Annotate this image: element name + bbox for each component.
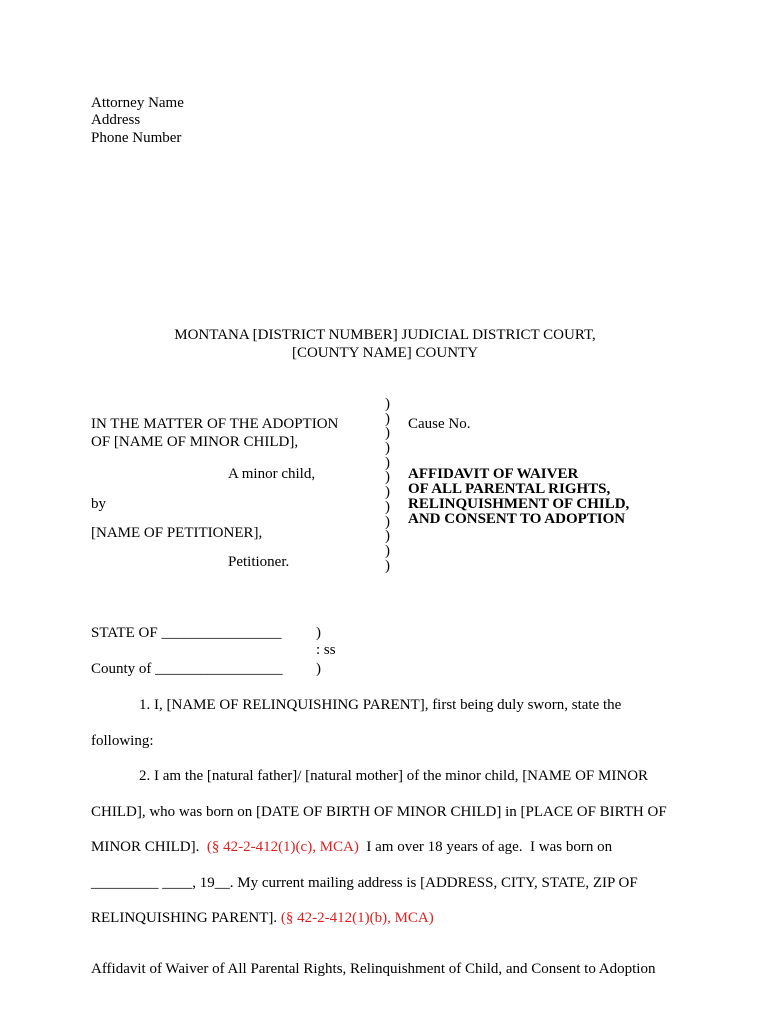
statute-citation: (§ 42-2-412(1)(c), MCA) [206, 839, 359, 855]
paren: ) [385, 425, 390, 442]
venue-county: County of _________________ [91, 661, 283, 677]
paragraph-2-line5 [91, 909, 434, 927]
paragraph-2-line2: CHILD], who was born on [DATE OF BIRTH OF MINOR CHILD] in [PLACE OF BIRTH OF [91, 804, 667, 820]
attorney-address: Address [91, 112, 141, 128]
paren: ) [385, 557, 390, 574]
document-title [408, 467, 629, 527]
venue-ss: : ss [316, 642, 336, 658]
paragraph-1-line1: 1. I, [NAME OF RELINQUISHING PARENT], first being duly sworn, state the [139, 697, 622, 713]
paragraph-2-line4: _________ ____, 19__. My current mailing address is [ADDRESS, CITY, STATE, ZIP OF [91, 875, 638, 891]
paren: ) [385, 410, 390, 427]
paren: ) [385, 498, 390, 515]
petitioner-label: Petitioner. [228, 554, 290, 570]
paren: ) [385, 484, 390, 501]
paren: ) [385, 513, 390, 530]
venue-state: STATE OF ________________ [91, 625, 282, 641]
cause-no: Cause No. [408, 416, 471, 432]
venue-paren-close: ) [316, 661, 321, 677]
attorney-name: Attorney Name [91, 95, 184, 111]
paragraph-1-line2: following: [91, 733, 154, 749]
paren: ) [385, 469, 390, 486]
court-heading-line2: [COUNTY NAME] COUNTY [291, 345, 479, 361]
caption-paren-column [385, 397, 390, 573]
paragraph-2-text: RELINQUISHING PARENT]. [91, 910, 281, 926]
paren: ) [385, 542, 390, 559]
page-footer: Affidavit of Waiver of All Parental Rights, Relinquishment of Child, and Consent to Adoption [91, 961, 656, 977]
statute-citation: (§ 42-2-412(1)(b), MCA) [280, 910, 434, 926]
paren: ) [385, 454, 390, 471]
paragraph-2-line1: 2. I am the [natural father]/ [natural mother] of the minor child, [NAME OF MINOR [139, 768, 649, 784]
document-title-line: AFFIDAVIT OF WAIVER [408, 466, 579, 482]
by-label: by [91, 496, 106, 512]
attorney-phone: Phone Number [91, 130, 182, 146]
venue-paren-open: ) [316, 625, 321, 641]
paren: ) [385, 396, 390, 412]
document-title-line: RELINQUISHMENT OF CHILD, [408, 496, 630, 512]
paragraph-2-text: MINOR CHILD]. [91, 839, 207, 855]
paren: ) [385, 528, 390, 545]
document-title-line: OF ALL PARENTAL RIGHTS, [408, 481, 611, 497]
paren: ) [385, 440, 390, 457]
document-title-line: AND CONSENT TO ADOPTION [408, 511, 626, 527]
paragraph-2-text: I am over 18 years of age. I was born on [358, 839, 613, 855]
court-heading-line1: MONTANA [DISTRICT NUMBER] JUDICIAL DISTRICT COURT, [174, 327, 596, 343]
matter-line2: OF [NAME OF MINOR CHILD], [91, 434, 299, 450]
paragraph-2-line3 [91, 838, 612, 856]
minor-child-label: A minor child, [228, 466, 316, 482]
matter-line1: IN THE MATTER OF THE ADOPTION [91, 416, 339, 432]
petitioner-name: [NAME OF PETITIONER], [91, 525, 263, 541]
